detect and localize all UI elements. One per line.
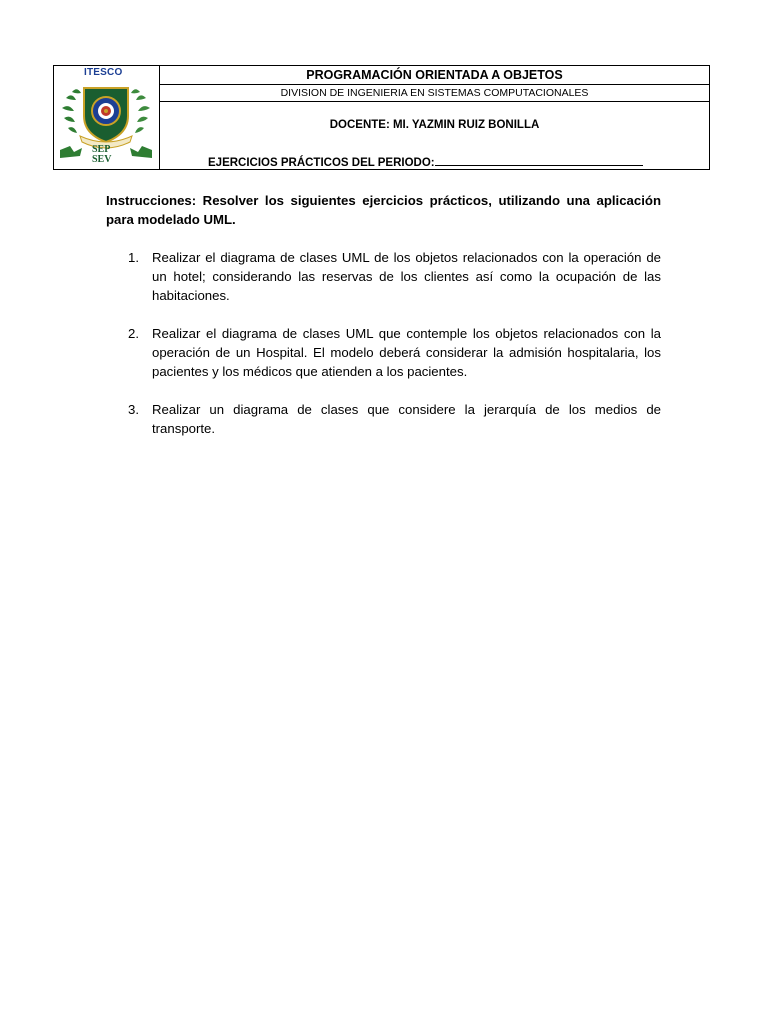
document-body: [106, 191, 661, 457]
sev-text: SEV: [92, 154, 112, 165]
period-blank-line: [435, 154, 643, 166]
sep-sev-text: [92, 145, 111, 165]
exercise-number: 1.: [128, 250, 139, 265]
exercise-number: 2.: [128, 326, 139, 341]
docente-name: DOCENTE: MI. YAZMIN RUIZ BONILLA: [329, 119, 540, 131]
exercise-item-2: [106, 324, 661, 381]
instructions-paragraph: Instrucciones: Resolver los siguientes ejercicios prácticos, utilizando una aplicación para modelado UML.: [106, 193, 661, 227]
ejercicios-period-line: [208, 154, 643, 171]
sep-text: SEP: [92, 144, 111, 155]
division-name: DIVISION DE INGENIERIA EN SISTEMAS COMPUTACIONALES: [160, 85, 709, 102]
course-title: PROGRAMACIÓN ORIENTADA A OBJETOS: [160, 66, 709, 85]
institution-logo-text: ITESCO: [84, 67, 123, 78]
exercise-text: Realizar el diagrama de clases UML que contemple los objetos relacionados con la operación de un Hospital. El modelo deberá considerar la admisión hospitalaria, los pacientes y los médicos que atienden a los pacientes.: [152, 326, 661, 379]
exercise-item-1: [106, 248, 661, 305]
exercise-text: Realizar el diagrama de clases UML de los objetos relacionados con la operación de un hotel; considerando las reservas de los clientes así como la ocupación de las habitaciones.: [152, 250, 661, 303]
header-table: [53, 65, 710, 170]
exercise-item-3: [106, 400, 661, 438]
logo-cell: [54, 66, 160, 169]
header-info-cell: [160, 66, 709, 169]
exercise-text: Realizar un diagrama de clases que considere la jerarquía de los medios de transporte.: [152, 402, 661, 436]
exercise-number: 3.: [128, 402, 139, 417]
exercise-list: [106, 248, 661, 438]
ejercicios-label: EJERCICIOS PRÁCTICOS DEL PERIODO:: [208, 157, 435, 169]
